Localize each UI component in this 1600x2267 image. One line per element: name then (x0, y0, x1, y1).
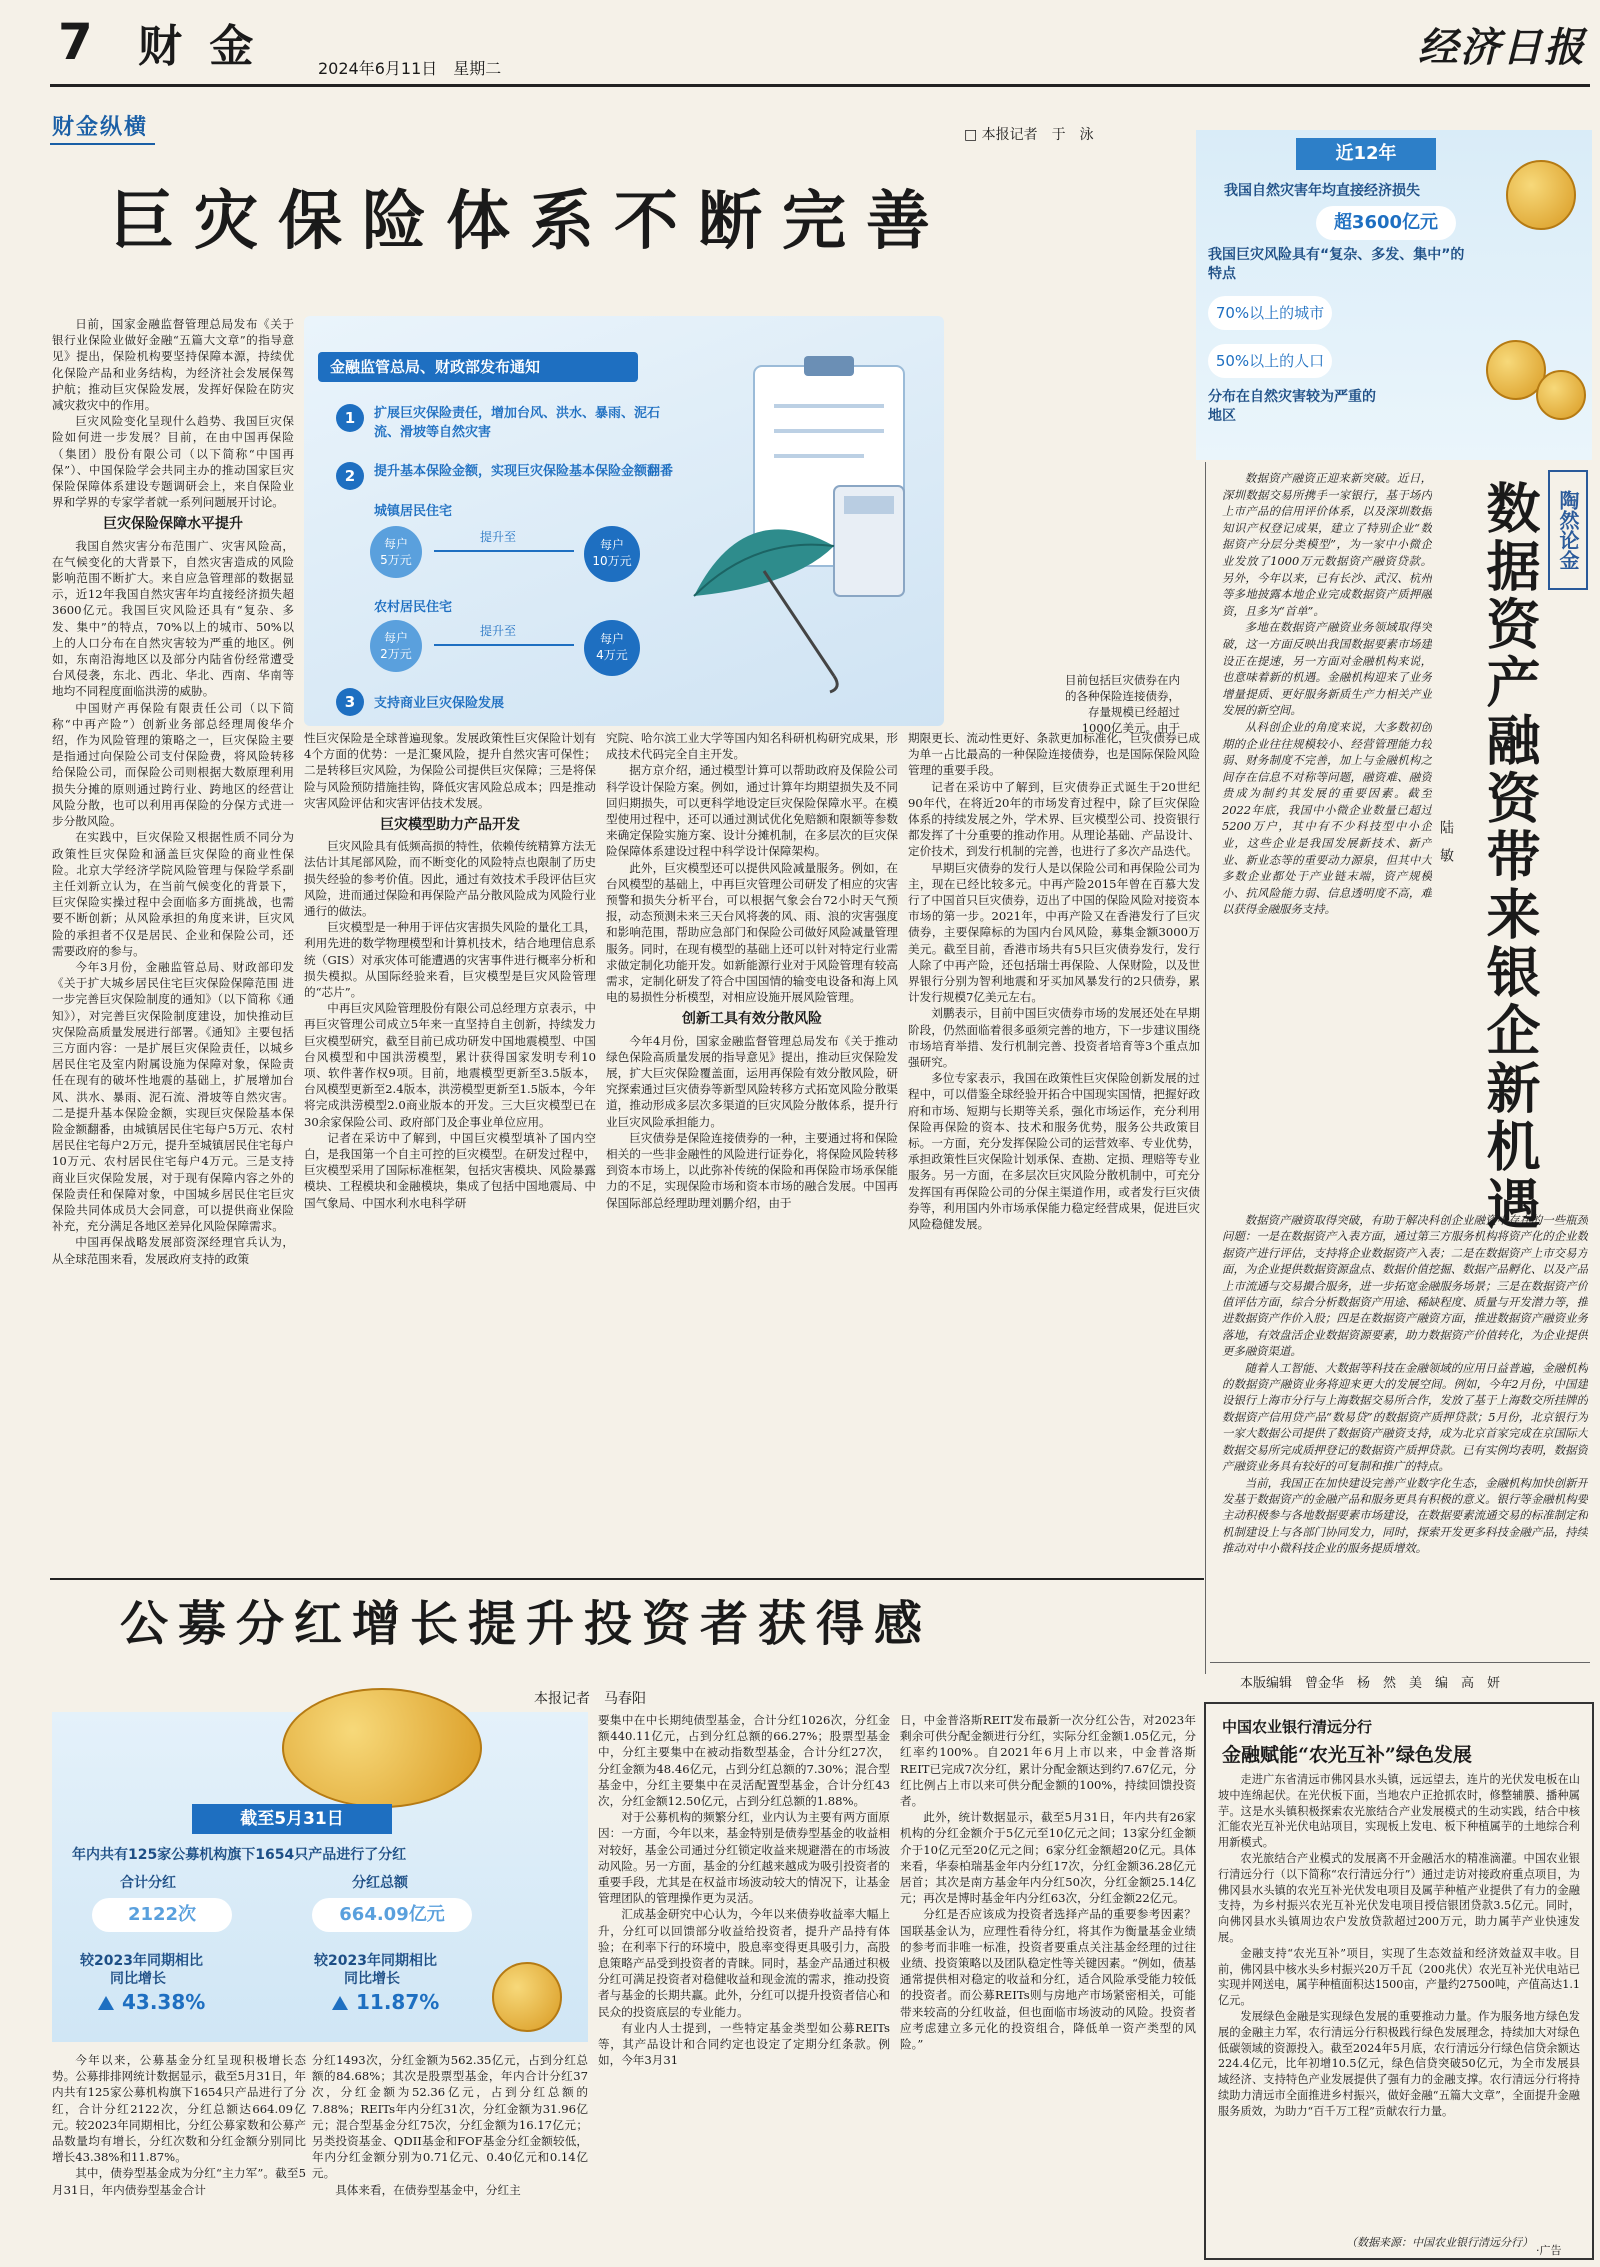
paragraph: 记者在采访中了解到，巨灾债券正式诞生于20世纪90年代，在将近20年的市场发育过程中，除了巨灾保险体系的持续发展之外，学术界、巨灾模型公司、投资银行都发挥了十分重要的推动作用。从理论基础、产品设计、定价技术，到发行机制的完善，也进行了多次产品迭代。 (908, 779, 1200, 859)
stats-line2: 我国巨灾风险具有“复杂、多发、集中”的特点 (1208, 247, 1465, 282)
paragraph: 汇成基金研究中心认为，今年以来债券收益率大幅上升，分红可以回馈部分收益给投资者，提升产品持有体验；在利率下行的环境中，股息率变得更具吸引力，高股息策略产品受到投资者的青睐。同时，基金产品通过积极分红可满足投资者对稳健收益和现金流的需求，推动投资者与基金的长期共赢。此外，分红可以提升投资者信心和民众的投资底层的专业能力。 (598, 1907, 890, 2019)
fund-value1: 2122次 (92, 1898, 232, 1932)
paragraph: 今年3月份，金融监管总局、财政部印发《关于扩大城乡居民住宅巨灾保险保障范围 进一步完善巨灾保险制度的通知》（以下简称《通知》），对完善巨灾保险制度建设，加快推动巨灾保险高质量发展进行部署。《通知》主要包括三方面内容：一是扩展巨灾保险责任，以城乡居民住宅及室内附属设施为保障对象，保险责任在现有的破坏性地震的基础上，扩展增加台风、洪水、暴雨、泥石流、滑坡等自然灾害。二是提升基本保险金额，实现巨灾保险基本保险金额翻番，由城镇居民住宅每户5万元、农村居民住宅每户2万元，提升至城镇居民住宅每户10万元、农村居民住宅每户4万元。三是支持商业巨灾保险发展，对于现有保障内容之外的保险责任和保障对象，中国城乡居民住宅巨灾保险共同体成员大会同意，可以提供商业保险补充，充分满足各地区差异化风险保障需求。 (52, 959, 294, 1234)
paragraph: 中国再保战略发展部资深经理官兵认为，从全球范围来看，发展政府支持的政策 (52, 1235, 294, 1266)
stats-line1: 我国自然灾害年均直接经济损失 (1224, 183, 1420, 199)
paragraph: 数据资产融资取得突破，有助于解决科创企业融资中存在的一些瓶颈问题：一是在数据资产入表方面，通过第三方服务机构将资产化的企业数据资产进行评估，支持将企业数据资产入表；二是在数据资产上市交易方面，为企业提供数据资源盘点、数据价值挖掘、数据产品孵化、以及产品上市流通与交易撮合服务，进一步拓宽金融服务场景；三是在数据资产价值评估方面，综合分析数据资产用途、稀缺程度、质量与开发潜力等，推进数据资产作价入股；四是在数据资产融资方面，推进数据资产融资业务落地，有效盘活企业数据资源要素，助力数据资产价值转化，为企业提供更多融资渠道。 (1222, 1213, 1588, 1359)
paragraph: 早期巨灾债券的发行人是以保险公司和再保险公司为主，现在已经比较多元。中再产险2015年曾在百慕大发行了中国首只巨灾债券，迈出了中国的保险风险对接资本市场的第一步。2021年，中再产险又在香港发行了巨灾债券，主要保障标的为国内台风风险，募集金额3000万美元。截至目前，香港市场共有5只巨灾债券发行，发行人除了中再产险，还包括瑞士再保险、人保财险，以及世界银行分别为智利地震和牙买加风暴发行的2只债券，累计发行规模7亿美元左右。 (908, 860, 1200, 1005)
paragraph: 其中，债券型基金成为分红“主力军”。截至5月31日，年内债券型基金合计 (52, 2166, 306, 2197)
rural-raise: 提升至 (480, 624, 517, 638)
urban-raise: 提升至 (480, 530, 517, 544)
stats-tag: 近12年 (1296, 138, 1436, 170)
article3-headline: 公募分红增长提升投资者获得感 (120, 1596, 933, 1652)
up-arrow-icon (332, 1996, 348, 2010)
paragraph: 此外，巨灾模型还可以提供风险减量服务。例如，在台风模型的基础上，中再巨灾管理公司研发了相应的灾害预警和损失分析平台，可以根据气象会台72小时天气预报，动态预测未来三天台风将袭的风、雨、浪的灾害强度和影响范围，帮助应急部门和保险公司做好风险减量管理服务。同时，在现有模型的基础上还可以针对特定行业需求做定制化功能开发。如新能源行业对于风险管理有较高需求，定制化研发了符合中国国情的输变电设备和海上风电的易损性分析模型，对相应设施开展风险管理。 (606, 860, 898, 1005)
ad-headline: 金融赋能“农光互补”绿色发展 (1222, 1744, 1472, 1766)
infographic-caption: 目前包括巨灾债券在内的各种保险连接债券，存量规模已经超过1000亿美元。由于 (1065, 673, 1180, 735)
paragraph: 在实践中，巨灾保险又根据性质不同分为政策性巨灾保险和涵盖巨灾保险的商业性保险。北京大学经济学院风险管理与保险学系副主任刘新立认为，在当前气候变化的背景下，巨灾保险实操过程中会面临多方面挑战，也需要不断创新；从风险承担的角度来讲，巨灾风险的承担者不仅是居民、企业和保险公司，还需要政府的参与。 (52, 830, 294, 958)
subheading: 巨灾保险保障水平提升 (103, 516, 243, 533)
rural-to: 每户 4万元 (584, 620, 640, 676)
fund-cmp1b: 同比增长 (110, 1971, 166, 1987)
arrow-urban (434, 550, 574, 552)
paragraph: 中国财产再保险有限责任公司（以下简称“中再产险”）创新业务部总经理周俊华介绍，作为风险管理的策略之一，巨灾保险主要是指通过向保险公司支付保险费，将风险转移给保险公司，而保险公司则根据大数原理利用损失分摊的原则通过跨行业、跨地区的经营让风险分散，也可以利用再保险的分保方式进一步分散风险。 (52, 700, 294, 829)
headline: 巨灾保险体系不断完善 (110, 184, 950, 259)
stats-pill2: 50%以上的人口 (1208, 344, 1332, 378)
paragraph: 记者在采访中了解到，中国巨灾模型填补了国内空白，是我国第一个自主可控的巨灾模型。在研发过程中，巨灾模型采用了国际标准框架，包括灾害模块、风险暴露模块、工程模块和金融模块，集成了包括中国地震局、中国气象局、中国水利水电科学研 (304, 1130, 596, 1210)
paragraph: 期限更长、流动性更好、条款更加标准化，巨灾债券已成为单一占比最高的一种保险连接债券，也是国际保险风险管理的重要手段。 (908, 731, 1200, 778)
paragraph: 金融支持“农光互补”项目，实现了生态效益和经济效益双丰收。目前，佛冈县中核水头乡村振兴20万千瓦（200兆伏）农光互补光伏电站已实现并网送电，属芋种植面积达1500亩，产量约27500吨，产值高达1.1亿元。 (1218, 1946, 1580, 2008)
paragraph: 日前，国家金融监督管理总局发布《关于银行业保险业做好金融“五篇大文章”的指导意见》提出，保险机构要坚持保障本源，持续优化保险产品和业务结构，为经济社会发展保驾护航；推动巨灾保险发展，发挥好保险在防灾减灾救灾中的作用。 (52, 317, 294, 413)
article3-col2 (312, 2052, 588, 2262)
editors-credit: 本版编辑 曾金华 杨 然 美 编 高 妍 (1240, 1676, 1501, 1691)
ad-org: 中国农业银行清远分行 (1222, 1718, 1373, 1736)
stats-panel (1196, 130, 1592, 460)
item-3-number: 3 (336, 688, 364, 716)
item-1-text: 扩展巨灾保险责任，增加台风、洪水、暴雨、泥石流、滑坡等自然灾害 (374, 406, 661, 440)
item-1-number: 1 (336, 404, 364, 432)
urban-to: 每户 10万元 (584, 526, 640, 582)
fund-pct2: 11.87% (356, 1990, 440, 2014)
stats-pill1: 70%以上的城市 (1208, 296, 1332, 330)
item-2-text: 提升基本保险金额，实现巨灾保险基本保险金额翻番 (374, 464, 674, 479)
byline: □ 本报记者 于 泳 (964, 127, 1094, 143)
article1-col1 (52, 316, 294, 1574)
advertorial-box (1204, 1702, 1594, 2260)
paragraph: 据方京介绍，通过模型计算可以帮助政府及保险公司科学设计保险方案。例如，通过计算年均期望损失及不同回归期损失，可以更科学地设定巨灾保险保障水平。在模型使用过程中，还可以通过测试优化免赔额和限额等参数来确定保险实施方案、设计分摊机制，在多层次的巨灾保险保障体系建设过程中科学设计保障架构。 (606, 763, 898, 859)
paragraph: 巨灾模型是一种用于评估灾害损失风险的量化工具，利用先进的数学物理模型和计算机技术，结合地理信息系统（GIS）对承灾体可能遭遇的灾害事件进行概率分析和损失模拟。从国际经验来看，巨灾模型是巨灾风险管理的“芯片”。 (304, 920, 596, 1000)
masthead (0, 0, 1600, 84)
article3-col1 (52, 2052, 306, 2262)
subheading: 巨灾模型助力产品开发 (380, 817, 520, 834)
fund-infographic (52, 1712, 588, 2042)
fund-label1: 合计分红 (120, 1875, 176, 1891)
editors-rule (1210, 1662, 1590, 1663)
column-tag-underline (50, 143, 155, 145)
page-number: 7 (58, 13, 93, 71)
section-rule (50, 1578, 1204, 1580)
paragraph: 具体来看，在债券型基金中，分红主 (335, 2182, 521, 2197)
article3-col3 (598, 1712, 890, 2262)
rural-from: 每户 2万元 (370, 620, 422, 672)
paragraph: 有业内人士提到，一些特定基金类型如公募REITs等，其产品设计和合同约定也设定了定期分红条款。例如，今年3月31 (598, 2020, 890, 2068)
opinion-headline: 数据资产融资带来银企新机遇 (1478, 480, 1542, 1234)
paragraph: 分红是否应该成为投资者选择产品的重要参考因素？国联基金认为，应理性看待分红，将其作为衡量基金业绩的参考而非唯一标准，投资者要重点关注基金经理的过往业绩、投资策略以及团队稳定性等关键因素。“例如，债基通常提供相对稳定的收益和分红，适合风险承受能力较低的投资者。而公募REITs则与房地产市场紧密相关，可能带来较高的分红收益，但也面临市场波动的风险。投资者应考虑建立多元化的投资组合，降低单一资产类型的风险。” (900, 1907, 1196, 2052)
article1-col3 (606, 730, 898, 1574)
paragraph: 数据资产融资正迎来新突破。近日，深圳数据交易所携手一家银行，基于场内上市产品的信用评价体系，以及深圳数据知识产权登记成果，建立了特别企业“数据资产分层分类模型”，为一家中小微企业发放了1000万元数据资产融资贷款。另外，今年以来，已有长沙、武汉、杭州等多地披露本地企业完成数据资产质押融资，且多为“首单”。 (1222, 471, 1432, 618)
paragraph: 从科创企业的角度来说，大多数初创期的企业往往规模较小、经营管理能力较弱、财务制度不完善，加上与金融机构之间存在信息不对称等问题，融资难、融资贵成为制约其发展的重要因素。截至2022年底，我国中小微企业数量已超过5200万户，其中有不少科技型中小企业，这些企业是我国发展新技术、新产业、新业态等的重要动力源泉，但其中大多数企业都处于产业链末端，资产规模小、抗风险能力弱、信息透明度不高，难以获得金融服务支持。 (1222, 719, 1432, 917)
article1-col2 (304, 730, 596, 1574)
opinion-body-bottom (1222, 1212, 1588, 1648)
umbrella-document-illustration (684, 356, 934, 716)
stats-line3: 分布在自然灾害较为严重的地区 (1208, 389, 1376, 424)
opinion-author: 陆 敏 (1438, 820, 1454, 862)
paragraph: 我国自然灾害分布范围广、灾害风险高，在气候变化的大背景下，自然灾害造成的风险影响范围不断扩大。来自应急管理部的数据显示，近12年我国自然灾害年均直接经济损失超3600亿元。我国巨灾风险还具有“复杂、多发、集中”的特点，70%以上的城市、50%以上的人口分布在自然灾害较为严重的地区。例如，东南沿海地区以及部分内陆省份经常遭受台风侵袭，东北、西北、华北、西南、华南等地均不同程度面临洪涝的威胁。 (52, 538, 294, 699)
coin-icon (492, 1962, 562, 2032)
paragraph: 今年以来，公募基金分红呈现积极增长态势。公募排排网统计数据显示，截至5月31日，年内共有125家公募机构旗下1654只产品进行了分红，合计分红2122次，分红总额达664.09亿元。较2023年同期相比，分红公募家数和公募产品数量均有增长，分红次数和分红金额分别同比增长43.38%和11.87%。 (52, 2053, 306, 2165)
rural-label: 农村居民住宅 (374, 600, 453, 615)
ad-body (1218, 1772, 1580, 2234)
fund-date: 截至5月31日 (192, 1804, 392, 1834)
article3-byline: 本报记者 马春阳 (534, 1691, 646, 1707)
coin-icon (1536, 370, 1586, 420)
infographic-title: 金融监管总局、财政部发布通知 (318, 352, 638, 382)
opinion-body-top (1222, 470, 1432, 1210)
fund-cmp1: 较2023年同期相比 (80, 1953, 203, 1969)
masthead-rule (50, 84, 1590, 87)
paragraph: 随着人工智能、大数据等科技在金融领域的应用日益普遍，金融机构的数据资产融资业务将迎来更大的发展空间。例如，今年2月份，中国建设银行上海市分行与上海数据交易所合作，发放了基于上海数交所挂牌的数据资产信用贷产品“数易贷”的数据资产质押贷款；5月份，北京银行为一家大数据公司提供了数据资产融资支持，成为北京首家完成在京国际大数据交易所完成质押登记的数据资产质押贷款。已有实例均表明，数据资产融资业务具有较好的可复制和推广的特点。 (1222, 1360, 1588, 1474)
stats-value1: 超3600亿元 (1316, 206, 1456, 240)
column-divider (1205, 462, 1206, 1674)
paragraph: 性巨灾保险是全球普遍现象。发展政策性巨灾保险计划有4个方面的优势：一是汇聚风险，提升自然灾害可保性；二是转移巨灾风险，为保险公司提供巨灾保障；三是将保险与风险预防措施挂钩，降低灾害风险总成本；四是推动灾害风险评估和灾害评估技术发展。 (304, 731, 596, 810)
paragraph: 中再巨灾风险管理股份有限公司总经理方京表示，中再巨灾管理公司成立5年来一直坚持自主创新，持续发力巨灾模型研究，截至目前已成功研发中国地震模型、中国台风模型和中国洪涝模型，累计获得国家发明专利10项、软件著作权9项。目前，地震模型更新至3.5版本，台风模型更新至2.4版本，洪涝模型更新至1.5版本，今年将完成洪涝模型2.0商业版本的开发。三大巨灾模型已在30余家保险公司、政府部门及企事业单位应用。 (304, 1001, 596, 1129)
item-2-number: 2 (336, 462, 364, 490)
paragraph: 要集中在中长期纯债型基金，合计分红1026次，分红金额440.11亿元，占到分红总额的66.27%；股票型基金中，分红主要集中在被动指数型基金，合计分红27次，分红金额为48.46亿元，占到分红总额的7.30%；混合型基金中，分红主要集中在灵活配置型基金，合计分红43次，分红金额12.50亿元，占到分红总额的1.88%。 (598, 1713, 890, 1809)
paragraph: 多地在数据资产融资业务领域取得突破，这一方面反映出我国数据要素市场建设正在提速，另一方面对金融机构来说，也意味着新的机遇。金融机构迎来了业务增量提质、更好服务新质生产力相关产业发展的新空间。 (1222, 620, 1432, 718)
article3-col4 (900, 1712, 1196, 2262)
fund-value2: 664.09亿元 (312, 1898, 472, 1932)
item-3-text: 支持商业巨灾保险发展 (374, 696, 505, 711)
ad-source: （数据来源：中国农业银行清远分行） (1346, 2236, 1533, 2249)
coin-icon (1506, 160, 1576, 230)
infographic-notice (304, 316, 944, 726)
paragraph: 刘鹏表示，目前中国巨灾债券市场的发展还处在早期阶段，仍然面临着很多亟须完善的地方，下一步建议围绕市场培育举措、发行机制完善、投资者培育等3个重点加强研究。 (908, 1006, 1200, 1070)
newspaper-logo: 经济日报 (1418, 24, 1586, 71)
urban-from: 每户 5万元 (370, 526, 422, 578)
fund-cmp2: 较2023年同期相比 (314, 1953, 437, 1969)
paragraph: 发展绿色金融是实现绿色发展的重要推动力量。作为服务地方绿色发展的金融主力军，农行清远分行积极践行绿色发展理念，持续加大对绿色低碳领域的资源投入。截至2024年5月底，农行清远分行绿色信贷余额达224.4亿元，比年初增10.5亿元，绿色信贷突破50亿元，为全市发展县域经济、支持特色产业发展提供了强有力的金融支撑。农行清远分行将持续助力清远市全面推进乡村振兴，做好金融“五篇大文章”，全面提升金融服务质效，为助力“百千万工程”贡献农行力量。 (1218, 2009, 1580, 2118)
up-arrow-icon (98, 1996, 114, 2010)
paragraph: 多位专家表示，我国在政策性巨灾保险创新发展的过程中，可以借鉴全球经验开拓合中国现实国情，把握好政府和市场、短期与长期等关系，强化市场运作，充分利用保险再保险的资本、技术和服务优势，服务公共政策目标。一方面，充分发挥保险公司的运营效率、专业优势，承担政策性巨灾保险计划承保、查勘、定损、理赔等专业服务。另一方面，在多层次巨灾风险分散机制中，可充分发挥国有再保险公司的分保主渠道作用，或者发行巨灾债券等，利用国内外市场承保能力稳定经营成果，促进巨灾风险稳健发展。 (908, 1071, 1200, 1232)
paragraph: 走进广东省清远市佛冈县水头镇，远远望去，连片的光伏发电板在山坡中连绵起伏。在光伏板下面，当地农户正抢抓农时，修整辅膜、播种属芋。这是水头镇积极探索农光旅结合产业发展模式的生动实践，结合中核汇能农光互补光伏电站项目，实现板上发电、板下种植属芋的土地综合利用新模式。 (1218, 1773, 1580, 1850)
column-tag: 财金纵横 (52, 114, 149, 140)
paragraph: 当前，我国正在加快建设完善产业数字化生态，金融机构加快创新开发基于数据资产的金融产品和服务更具有积极的意义。银行等金融机构要主动积极参与各地数据要素市场建设，在数据要素流通交易的标准制定和机制建设上与各部门协同发力，同时，探索开发更多科技金融产品，持续推动对中小微科技企业的服务提质增效。 (1222, 1475, 1588, 1556)
urban-label: 城镇居民住宅 (374, 504, 453, 519)
opinion-column-tag: 陶然论金 (1548, 470, 1588, 590)
article1-col4 (908, 730, 1200, 1574)
paragraph: 分红1493次，分红金额为562.35亿元，占到分红总额的84.68%；其次是股票型基金，年内合计分红37次，分红金额为52.36亿元，占到分红总额的7.88%；REITs年内分红31次，分红金额为31.96亿元；混合型基金分红75次，分红金额为16.17亿元；另类投资基金、QDII基金和FOF基金分红金额较低，年内分红金额分别为0.71亿元、0.40亿元和0.14亿元。 (312, 2053, 588, 2181)
fund-cmp2b: 同比增长 (344, 1971, 400, 1987)
issue-date: 2024年6月11日 星期二 (318, 59, 502, 78)
paragraph: 此外，统计数据显示，截至5月31日，年内共有26家机构的分红金额介于5亿元至10亿元之间；13家分红金额介于10亿元至20亿元之间；6家分红金额超20亿元。具体来看，华泰柏瑞基金年内分红17次，分红金额36.28亿元居首；其次是南方基金年内分红50次，分红金额25.14亿元；再次是博时基金年内分红63次，分红金额22亿元。 (900, 1810, 1196, 1906)
subheading: 创新工具有效分散风险 (682, 1011, 822, 1028)
paragraph: 巨灾债券是保险连接债券的一种，主要通过将和保险相关的一些非金融性的风险进行证券化，将保险风险转移到资本市场上，以此弥补传统的保险和再保险市场承保能力的不足，实现保险市场和资本市场的融合发展。中国再保国际部总经理助理刘鹏介绍，由于 (606, 1130, 898, 1210)
fund-line: 年内共有125家公募机构旗下1654只产品进行了分红 (72, 1847, 407, 1863)
paragraph: 日，中金普洛斯REIT发布最新一次分红公告，对2023年剩余可供分配金额进行分红，实际分红金额1.05亿元，分红率约100%。自2021年6月上市以来，中金普洛斯REIT已完成7次分红，累计分配金额达到约7.67亿元，分红比例占上市以来可供分配金额的100%，持续回馈投资者。 (900, 1713, 1196, 1809)
paragraph: 巨灾风险变化呈现什么趋势、我国巨灾保险如何进一步发展？目前，在由中国再保险（集团）股份有限公司（以下简称“中国再保”）、中国保险学会共同主办的推动国家巨灾保险保障体系建设专题调研会上，来自保险业界和学界的专家学者就一系列问题展开讨论。 (52, 414, 294, 510)
arrow-rural (434, 644, 574, 646)
fund-label2: 分红总额 (352, 1875, 408, 1891)
paragraph: 对于公募机构的频繁分红，业内认为主要有两方面原因：一方面，今年以来，基金特别是债券型基金的收益相对较好，基金公司通过分红锁定收益来规避潜在的市场波动风险。另一方面，基金的分红越来越成为吸引投资者的重要手段，尤其是在权益市场波动较大的情况下，让基金管理团队的管理操作更为灵活。 (598, 1810, 890, 1906)
fund-pct1: 43.38% (122, 1990, 206, 2014)
section-name: 财 金 (138, 21, 260, 72)
paragraph: 究院、哈尔滨工业大学等国内知名科研机构研究成果，形成技术代码完全自主开发。 (606, 731, 898, 762)
paragraph: 农光旅结合产业模式的发展离不开金融活水的精准滴灌。中国农业银行清远分行（以下简称“农行清远分行”）通过走访对接政府重点项目，为佛冈县水头镇的农光互补光伏发电项目及属芋种植产业提供了有力的金融支持，为乡村振兴农光互补光伏发电项目授信银团贷款3.5亿元。同时，向佛冈县水头镇周边农户发放贷款超过200万元，助力属芋产业快速发展。 (1218, 1851, 1580, 1944)
paragraph: 今年4月份，国家金融监督管理总局发布《关于推动绿色保险高质量发展的指导意见》提出，推动巨灾保险发展，扩大巨灾保险覆盖面，运用再保险有效分散风险，研究探索通过巨灾债券等新型风险转移方式拓宽风险分散渠道，推动形成多层次多渠道的巨灾风险分散体系，提升行业巨灾风险承担能力。 (606, 1033, 898, 1129)
paragraph: 巨灾风险具有低频高损的特性，依赖传统精算方法无法估计其尾部风险，而不断变化的风险特点也限制了历史损失经验的参考价值。因此，通过有效技术手段评估巨灾风险，进而通过保险和再保险产品分散风险成为风险行业通行的做法。 (304, 839, 596, 919)
ad-mark: ·广告 (1536, 2244, 1562, 2257)
coin-icon (282, 1688, 482, 1808)
